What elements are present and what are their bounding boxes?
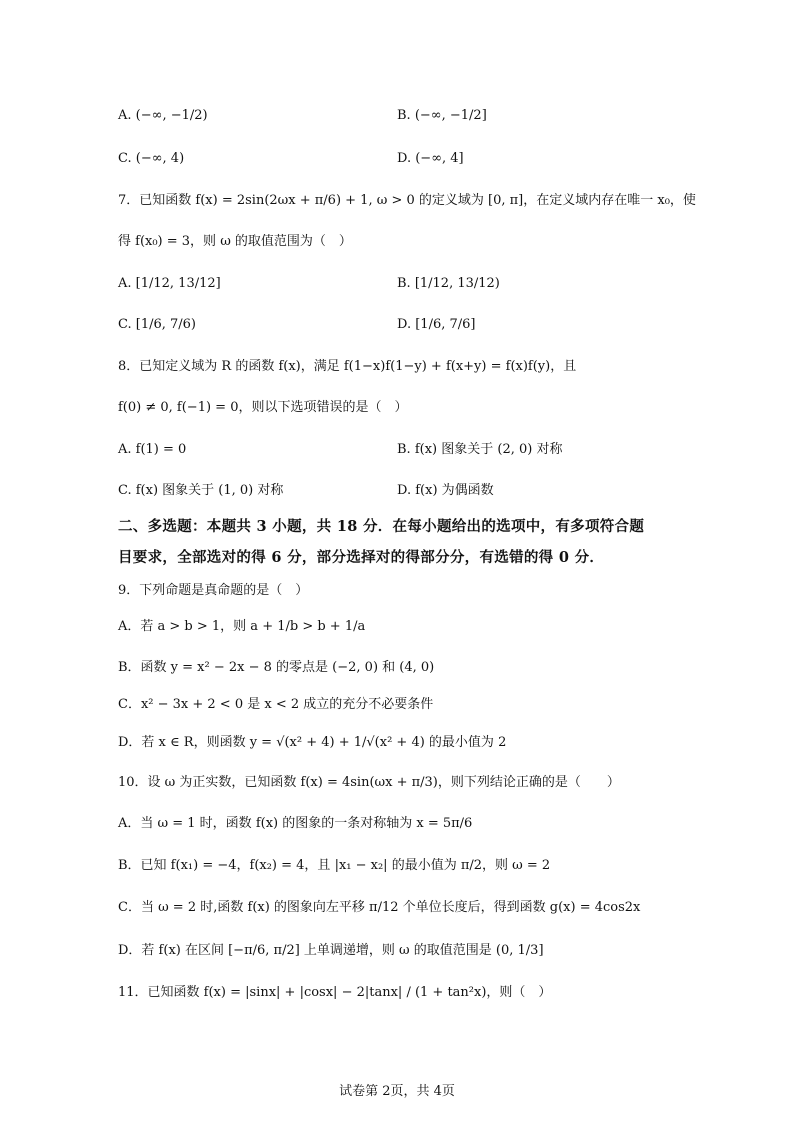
q8-option-a: A. f(1) = 0 [118, 442, 187, 457]
q7-option-a: A. [1/12, 13/12] [118, 276, 221, 291]
q6-option-c: C. (−∞, 4) [118, 151, 185, 166]
q8-option-d: D. f(x) 为偶函数 [397, 483, 494, 498]
q10-option-d: D．若 f(x) 在区间 [−π/6, π/2] 上单调递增，则 ω 的取值范围是 (0, 1/3] [118, 943, 544, 958]
q7-stem-line2: 得 f(x₀) = 3，则 ω 的取值范围为（ ） [118, 234, 352, 249]
q10-option-a: A．当 ω = 1 时，函数 f(x) 的图象的一条对称轴为 x = 5π/6 [118, 816, 473, 831]
q8-stem-line2: f(0) ≠ 0, f(−1) = 0，则以下选项错误的是（ ） [118, 400, 408, 415]
page-footer: 试卷第 2页，共 4页 [339, 1084, 455, 1099]
section2-header-line1: 二、多选题：本题共 3 小题，共 18 分．在每小题给出的选项中，有多项符合题 [118, 518, 645, 535]
q9-option-a: A．若 a > b > 1，则 a + 1/b > b + 1/a [118, 619, 366, 634]
q10-option-b: B．已知 f(x₁) = −4，f(x₂) = 4，且 |x₁ − x₂| 的最小值为 π/2，则 ω = 2 [118, 858, 551, 873]
q9-option-c: C．x² − 3x + 2 < 0 是 x < 2 成立的充分不必要条件 [118, 697, 434, 712]
q8-option-b: B. f(x) 图象关于 (2, 0) 对称 [397, 442, 563, 457]
q7-stem-line1: 7．已知函数 f(x) = 2sin(2ωx + π/6) + 1, ω > 0 的定义域为 [0, π]，在定义域内存在唯一 x₀，使 [118, 193, 696, 208]
q7-option-b: B. [1/12, 13/12) [397, 276, 500, 291]
q8-stem-line1: 8．已知定义域为 R 的函数 f(x)，满足 f(1−x)f(1−y) + f(x+y) = f(x)f(y)，且 [118, 359, 577, 374]
q7-option-c: C. [1/6, 7/6) [118, 317, 196, 332]
section2-header-line2: 目要求，全部选对的得 6 分，部分选择对的得部分分，有选错的得 0 分． [118, 549, 605, 566]
q6-option-d: D. (−∞, 4] [397, 151, 464, 166]
q10-stem: 10．设 ω 为正实数，已知函数 f(x) = 4sin(ωx + π/3)，则下列结论正确的是（ ） [118, 775, 620, 790]
q10-option-c: C．当 ω = 2 时,函数 f(x) 的图象向左平移 π/12 个单位长度后，得到函数 g(x) = 4cos2x [118, 900, 641, 915]
q6-option-a: A. (−∞, −1/2) [118, 108, 208, 123]
q9-stem: 9．下列命题是真命题的是（ ） [118, 583, 309, 598]
q9-option-b: B．函数 y = x² − 2x − 8 的零点是 (−2, 0) 和 (4, 0) [118, 660, 435, 675]
q6-option-b: B. (−∞, −1/2] [397, 108, 487, 123]
q7-option-d: D. [1/6, 7/6] [397, 317, 476, 332]
q11-stem: 11．已知函数 f(x) = |sinx| + |cosx| − 2|tanx| / (1 + tan²x)，则（ ） [118, 985, 552, 1000]
q9-option-d: D．若 x ∈ R，则函数 y = √(x² + 4) + 1/√(x² + 4) 的最小值为 2 [118, 735, 507, 750]
q8-option-c: C. f(x) 图象关于 (1, 0) 对称 [118, 483, 284, 498]
